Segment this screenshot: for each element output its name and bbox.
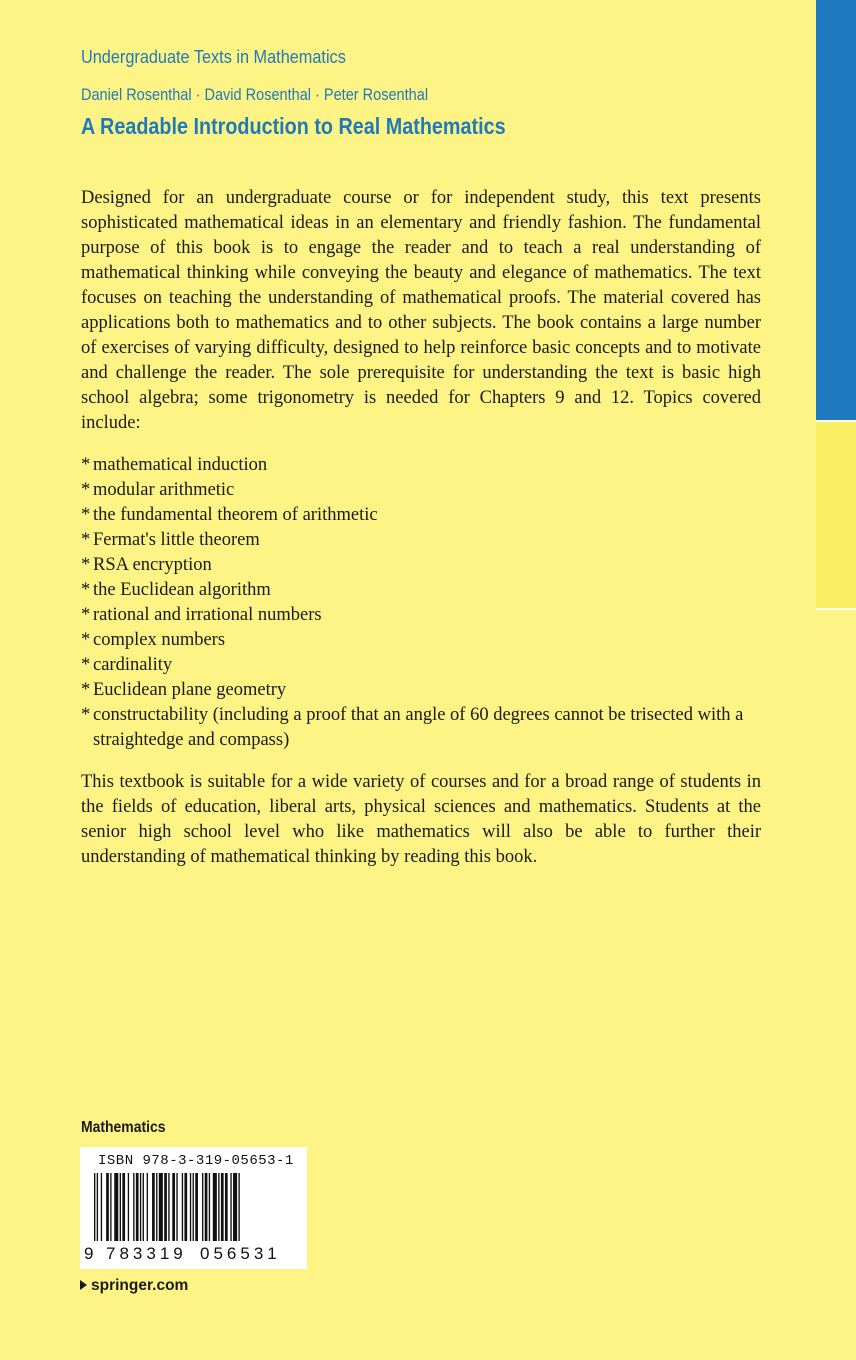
barcode-bars bbox=[94, 1173, 294, 1249]
barcode-bar bbox=[168, 1173, 169, 1241]
list-item: * cardinality bbox=[81, 653, 761, 678]
barcode-bar bbox=[97, 1173, 98, 1241]
barcode-bar bbox=[182, 1173, 183, 1241]
list-item: * mathematical induction bbox=[81, 453, 761, 478]
barcode-bar bbox=[156, 1173, 157, 1241]
list-item: * complex numbers bbox=[81, 628, 761, 653]
barcode-bar bbox=[122, 1173, 125, 1241]
list-item: * rational and irrational numbers bbox=[81, 603, 761, 628]
barcode-bar bbox=[176, 1173, 177, 1241]
closing-paragraph: This textbook is suitable for a wide variety of courses and for a broad range of students in the fields of education, liberal arts, physical sciences and mathematics. Students at the senior high school level who like mathematics will also be able to further their understanding of mathematical thinking by reading this book. bbox=[81, 772, 761, 867]
spine-divider bbox=[816, 608, 856, 610]
bullet: * bbox=[81, 630, 91, 650]
bullet: * bbox=[81, 605, 91, 625]
barcode-bar bbox=[152, 1173, 155, 1241]
barcode-bar bbox=[221, 1173, 224, 1241]
barcode-bar bbox=[238, 1173, 239, 1241]
barcode-bar bbox=[110, 1173, 111, 1241]
list-item: * Euclidean plane geometry bbox=[81, 678, 761, 703]
bullet: * bbox=[81, 530, 91, 550]
bullet: * bbox=[81, 655, 91, 675]
bullet: * bbox=[81, 455, 91, 475]
topics-list bbox=[81, 453, 761, 753]
barcode-bar bbox=[213, 1173, 217, 1241]
triangle-arrow-icon bbox=[80, 1280, 87, 1290]
barcode-bar bbox=[147, 1173, 148, 1241]
barcode-bar bbox=[94, 1173, 95, 1241]
ean-left-digits: 783319 bbox=[106, 1244, 187, 1263]
barcode-bar bbox=[133, 1173, 134, 1241]
barcode-bar bbox=[202, 1173, 203, 1241]
barcode-bar bbox=[184, 1173, 187, 1241]
bullet: * bbox=[81, 480, 91, 500]
ean-first-digit: 9 bbox=[84, 1244, 94, 1263]
book-title: A Readable Introduction to Real Mathematics bbox=[81, 113, 506, 139]
list-item: * modular arithmetic bbox=[81, 478, 761, 503]
barcode-bar bbox=[205, 1173, 208, 1241]
barcode-bar bbox=[120, 1173, 121, 1241]
barcode-bar bbox=[114, 1173, 118, 1241]
list-item: * the Euclidean algorithm bbox=[81, 578, 761, 603]
barcode-bar bbox=[164, 1173, 167, 1241]
authors: Daniel Rosenthal · David Rosenthal · Peter Rosenthal bbox=[81, 86, 429, 104]
barcode-bar bbox=[230, 1173, 231, 1241]
barcode bbox=[80, 1147, 307, 1269]
barcode-bar bbox=[140, 1173, 141, 1241]
ean-digits bbox=[84, 1244, 304, 1266]
website-link[interactable]: springer.com bbox=[80, 1277, 188, 1295]
barcode-bar bbox=[218, 1173, 219, 1241]
isbn-label: ISBN 978-3-319-05653-1 bbox=[98, 1153, 294, 1169]
barcode-bar bbox=[195, 1173, 198, 1241]
barcode-bar bbox=[106, 1173, 109, 1241]
bullet: * bbox=[81, 680, 91, 700]
list-item: * Fermat's little theorem bbox=[81, 528, 761, 553]
barcode-bar bbox=[128, 1173, 129, 1241]
barcode-bar bbox=[101, 1173, 102, 1241]
bullet: * bbox=[81, 580, 91, 600]
barcode-bar bbox=[143, 1173, 144, 1241]
barcode-bar bbox=[159, 1173, 163, 1241]
spine-blue-band bbox=[816, 0, 856, 420]
list-item: * the fundamental theorem of arithmetic bbox=[81, 503, 761, 528]
barcode-bar bbox=[233, 1173, 237, 1241]
barcode-bar bbox=[172, 1173, 175, 1241]
list-item: * constructability (including a proof that an angle of 60 degrees cannot be trisected with a straightedge and compass) bbox=[81, 705, 744, 750]
ean-right-digits: 056531 bbox=[200, 1244, 281, 1263]
barcode-bar bbox=[193, 1173, 194, 1241]
barcode-bar bbox=[136, 1173, 139, 1241]
subject-label: Mathematics bbox=[81, 1119, 166, 1136]
list-item: * RSA encryption bbox=[81, 553, 761, 578]
description-paragraph: Designed for an undergraduate course or for independent study, this text presents sophisticated mathematical ideas in an elementary and friendly fashion. The fundamental purpose of this book is to engage the reader and to teach a real understanding of mathematical thinking while conveying the beauty and elegance of mathematics. The text focuses on teaching the understanding of mathematical proofs. The material covered has applications both to mathematics and to other subjects. The book contains a large number of exercises of varying difficulty, designed to help reinforce basic concepts and to motivate and challenge the reader. The sole prerequisite for understanding the text is basic high school algebra; some trigonometry is needed for Chapters 9 and 12. Topics covered include: bbox=[81, 188, 761, 433]
barcode-bar bbox=[225, 1173, 228, 1241]
barcode-bar bbox=[190, 1173, 191, 1241]
spine-yellow-band bbox=[816, 422, 856, 608]
bullet: * bbox=[81, 555, 91, 575]
series-title: Undergraduate Texts in Mathematics bbox=[81, 46, 346, 67]
bullet: * bbox=[81, 705, 91, 725]
barcode-bar bbox=[209, 1173, 210, 1241]
bullet: * bbox=[81, 505, 91, 525]
blurb bbox=[81, 186, 761, 870]
